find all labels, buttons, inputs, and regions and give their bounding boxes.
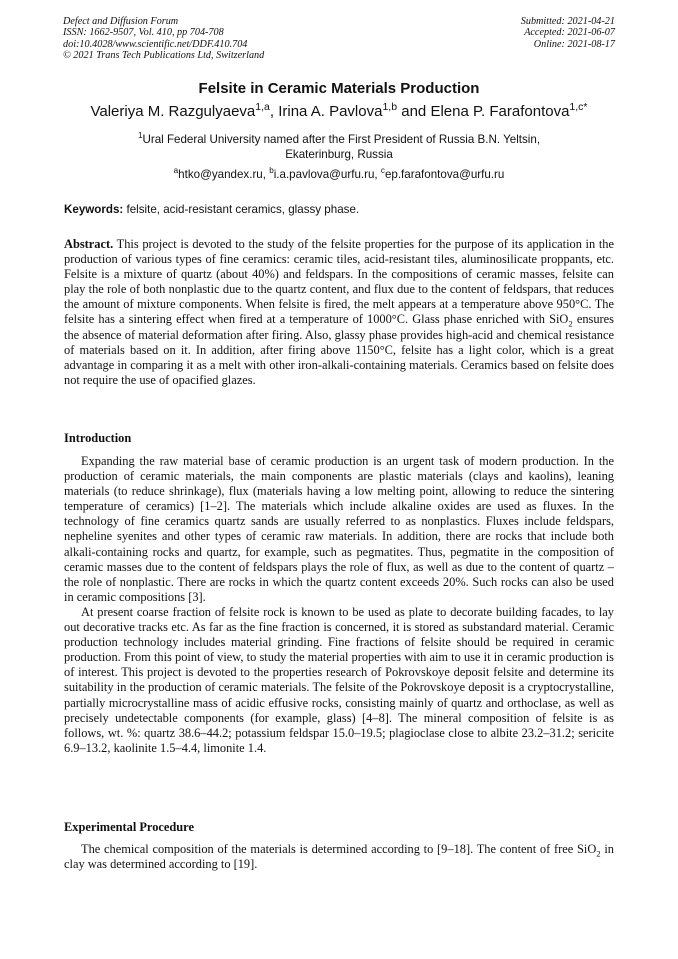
email-sup: c — [380, 166, 385, 176]
introduction-body — [64, 454, 614, 756]
keywords-text: felsite, acid-resistant ceramics, glassy phase. — [123, 203, 360, 216]
affiliation-line1: Ural Federal University named after the First President of Russia B.N. Yeltsin, — [142, 133, 541, 146]
author-name: Valeriya M. Razgulyaeva — [90, 103, 256, 120]
journal-doi[interactable]: doi:10.4028/www.scientific.net/DDF.410.704 — [63, 38, 248, 50]
author-name: Elena P. Farafontova — [430, 103, 570, 120]
author-emails — [0, 168, 678, 181]
section-heading-introduction: Introduction — [64, 431, 132, 445]
paragraph: Expanding the raw material base of ceramic production is an urgent task of modern production. In the production of ceramic materials, the main components are plastic materials (clays and kaolins), leaning materials (to reduce shrinkage), flux (materials having a low melting point, allowing to reduce the sintering temperature of ceramics) [1–2]. The materials which include alkaline oxides are used as fluxes. In the technology of fine ceramics quartz sands are usually referred to as nonplastics. Fluxes include feldspars, nepheline syenites and other types of ceramic raw materials. In addition, there are rocks that include both alkali-containing rocks and quartz, for example, such as pegmatites. Thus, pegmatite in the composition of ceramic masses due to the content of feldspars plays the role of flux, as well as due to the content of quartz – the role of nonplastic. There are rocks in which the quartz content exceeds 20%. Such rocks can also be used in ceramic compositions [3]. — [64, 454, 614, 604]
email-link[interactable]: htko@yandex.ru, — [178, 168, 270, 181]
author-separator: and — [397, 103, 431, 120]
abstract-text: This project is devoted to the study of the felsite properties for the purpose of its application in the production of various types of fine ceramics: ceramic tiles, acid-resistant tiles, aluminosilicate proppants, etc. Felsite is a mixture of quartz (about 40%) and feldspars. In the compositions of ceramic masses, felsite can play the role of both nonplastic due to the quartz content, and flux due to the content of feldspars, that reduces the amount of mixture components. When felsite is fired, the melt appears at a temperature above 950°C. The felsite has a sintering effect when fired at a temperature of 1000°C. Glass phase enriched with SiO — [64, 237, 614, 327]
affiliation — [0, 132, 678, 162]
journal-header — [63, 16, 264, 62]
experimental-body — [64, 842, 614, 872]
abstract-text: ensures the absence of material deformation after firing. Also, glassy phase provides high-acid and chemical resistance of materials based on it. In addition, after firing above 1150°C, felsite has a light color, which is a great advantage in comparing it as a melt with other iron-alkali-containing materials. Ceramics based on felsite does not require the use of opacified glazes. — [64, 312, 614, 387]
journal-copyright: © 2021 Trans Tech Publications Ltd, Switzerland — [63, 50, 265, 62]
paper-title: Felsite in Ceramic Materials Production — [198, 80, 480, 97]
paragraph: At present coarse fraction of felsite rock is known to be used as plate to decorate building facades, to lay out decorative tracks etc. As far as the fine fraction is concerned, it is stored as substandard material. Ceramic production technology includes material grinding. Fine fractions of felsite should be required in ceramic production. From this point of view, to study the material properties with aim to use it in ceramic production is of interest. This project is devoted to the properties research of Pokrovskoye deposit felsite and determine its suitability in the production of ceramic materials. The felsite of the Pokrovskoye deposit is a cryptocrystalline, partially microcrystalline mass of acidic effusive rocks, consisting mainly of quartz and orthoclase, as well as precisely undetectable components (for example, glass) [4–8]. The mineral composition of felsite is as follows, wt. %: quartz 38.6–44.2; potassium feldspar 15.0–19.5; plagioclase close to albite 23.2–31.2; sericite 6.9–13.2, kaolinite 1.5–4.4, limonite 1.4. — [64, 604, 614, 755]
paragraph-text: The chemical composition of the materials is determined according to [9–18]. The content of free SiO — [81, 842, 597, 856]
email-link[interactable]: i.a.pavlova@urfu.ru, — [273, 168, 381, 181]
email-sup: a — [173, 166, 179, 176]
keywords — [64, 203, 614, 216]
paragraph-subscript: 2 — [596, 848, 601, 859]
accepted-date: Accepted: 2021-06-07 — [524, 27, 615, 39]
online-date: Online: 2021-08-17 — [533, 38, 615, 50]
section-heading-experimental: Experimental Procedure — [64, 820, 194, 834]
abstract-subscript: 2 — [568, 318, 573, 329]
email-sup: b — [269, 166, 274, 176]
abstract — [64, 237, 614, 388]
journal-name: Defect and Diffusion Forum — [63, 16, 179, 27]
author-separator: , — [269, 103, 279, 120]
journal-issn: ISSN: 1662-9507, Vol. 410, pp 704-708 — [63, 27, 224, 39]
submitted-date: Submitted: 2021-04-21 — [520, 16, 615, 27]
author-name: Irina A. Pavlova — [278, 103, 383, 120]
email-link[interactable]: ep.farafontova@urfu.ru — [384, 168, 505, 181]
paragraph-text: in clay was determined according to [19]. — [64, 842, 614, 872]
affiliation-line2: Ekaterinburg, Russia — [285, 148, 393, 161]
dates-header — [521, 16, 615, 50]
affiliation-sup: 1 — [137, 131, 143, 141]
author-affil-sup: 1,a — [255, 101, 270, 113]
author-affil-sup: 1,b — [382, 101, 398, 113]
author-affil-sup: 1,c* — [569, 101, 588, 113]
abstract-label: Abstract. — [64, 237, 114, 251]
author-list — [0, 103, 678, 120]
paragraph — [64, 842, 614, 872]
keywords-label: Keywords: — [64, 203, 124, 216]
